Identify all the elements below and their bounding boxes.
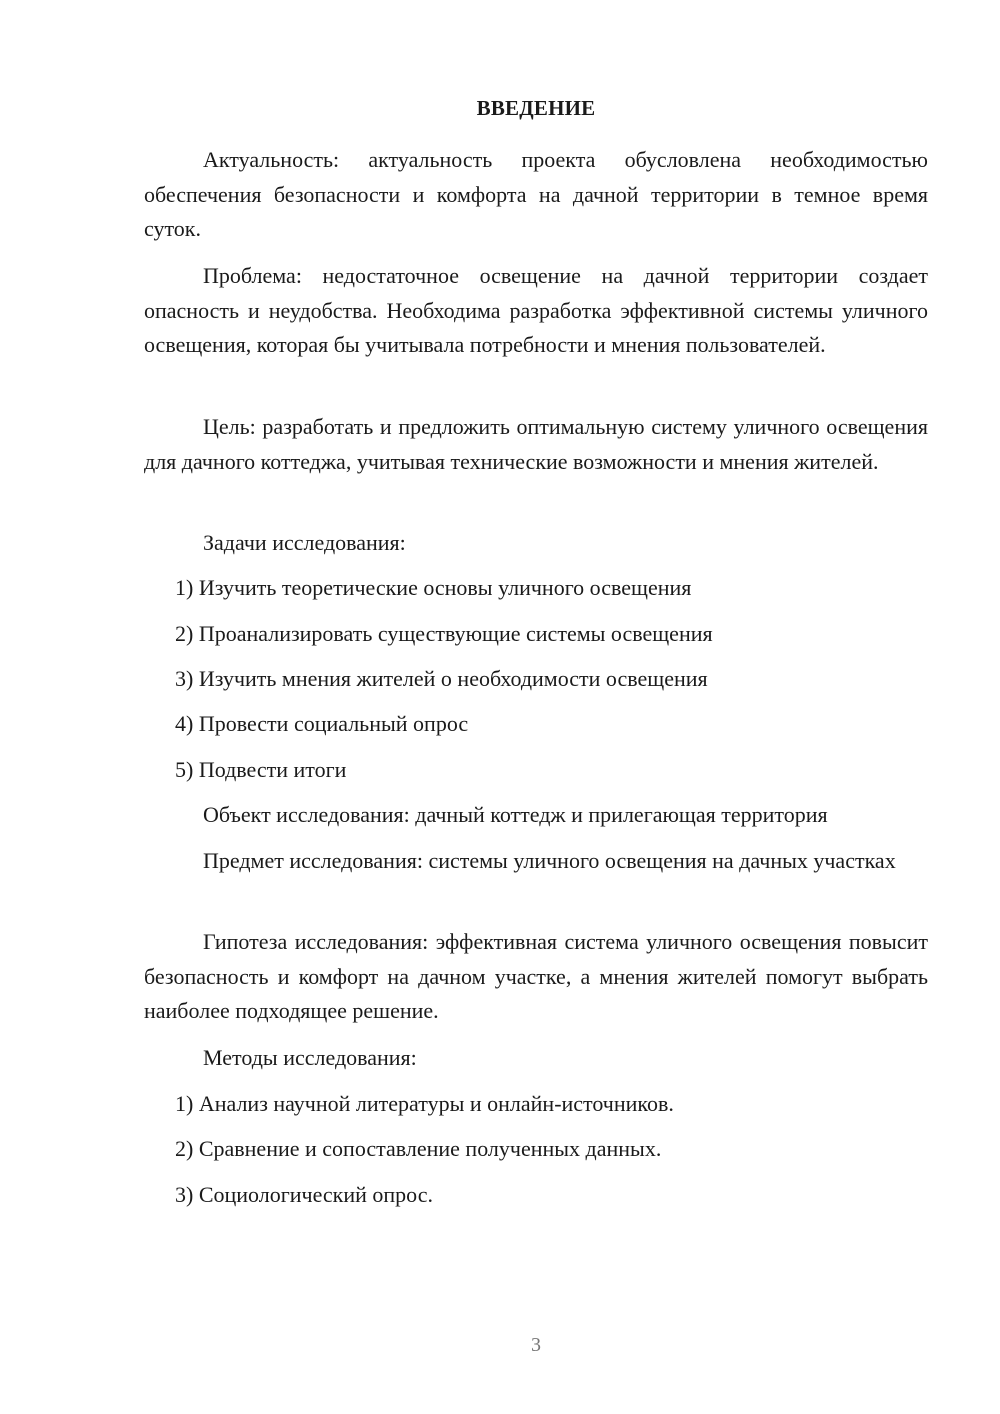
page-title: ВВЕДЕНИЕ — [476, 96, 596, 120]
task-item-5: 5) Подвести итоги — [175, 757, 347, 782]
method-item-1: 1) Анализ научной литературы и онлайн-источников. — [175, 1091, 674, 1116]
paragraph-relevance: Актуальность: актуальность проекта обусловлена необходимостью обеспечения безопасности и комфорта на дачной территории в темное время суток. — [144, 147, 928, 241]
paragraph-object: Объект исследования: дачный коттедж и прилегающая территория — [203, 802, 828, 827]
methods-heading: Методы исследования: — [203, 1045, 417, 1070]
method-item-3: 3) Социологический опрос. — [175, 1182, 433, 1207]
tasks-heading: Задачи исследования: — [203, 530, 406, 555]
paragraph-problem: Проблема: недостаточное освещение на дачной территории создает опасность и неудобства. Необходима разработка эффективной системы уличного освещения, которая бы учитывала потребности и мнения пользователей. — [144, 263, 928, 357]
paragraph-subject: Предмет исследования: системы уличного освещения на дачных участках — [203, 848, 896, 873]
paragraph-hypothesis: Гипотеза исследования: эффективная система уличного освещения повысит безопасность и комфорт на дачном участке, а мнения жителей помогут выбрать наиболее подходящее решение. — [144, 929, 928, 1023]
task-item-4: 4) Провести социальный опрос — [175, 711, 469, 736]
method-item-2: 2) Сравнение и сопоставление полученных данных. — [175, 1136, 662, 1161]
paragraph-goal: Цель: разработать и предложить оптимальную систему уличного освещения для дачного коттеджа, учитывая технические возможности и мнения жителей. — [144, 414, 928, 474]
task-item-3: 3) Изучить мнения жителей о необходимости освещения — [175, 666, 708, 691]
task-item-1: 1) Изучить теоретические основы уличного освещения — [175, 575, 692, 600]
task-item-2: 2) Проанализировать существующие системы освещения — [175, 621, 713, 646]
page-number: 3 — [531, 1334, 541, 1356]
